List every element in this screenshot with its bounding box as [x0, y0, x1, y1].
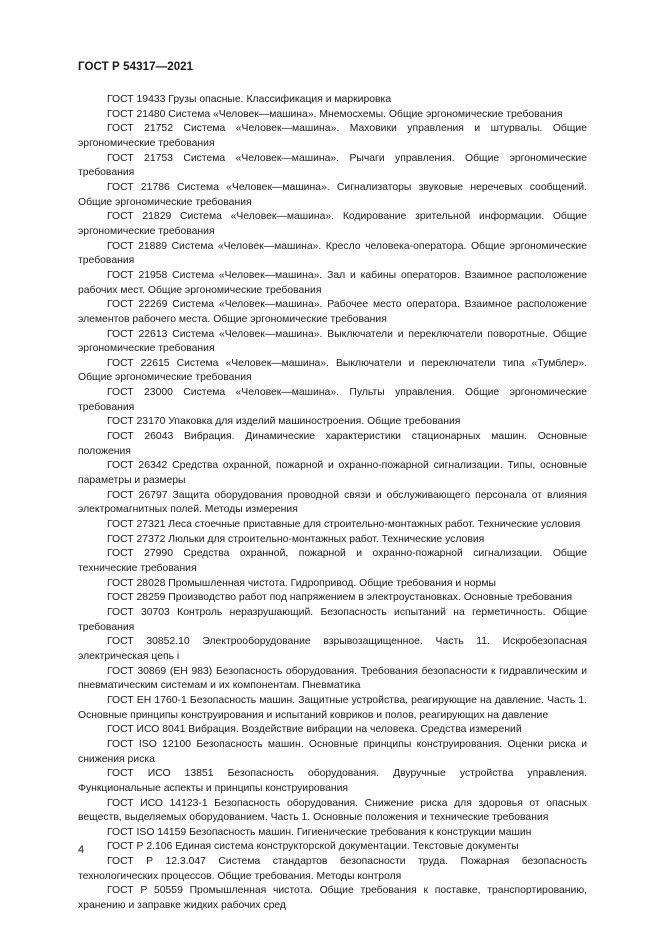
- reference-entry: ГОСТ 27321 Леса стоечные приставные для строительно-монтажных работ. Технические условия: [107, 519, 581, 531]
- reference-entry: ГОСТ ИСО 14123-1 Безопасность оборудования. Снижение риска для здоровья от опасных веществ, выделяемых оборудованием. Часть 1. Основные положения и технические требования: [78, 797, 587, 824]
- reference-entry: ГОСТ 30703 Контроль неразрушающий. Безопасность испытаний на герметичность. Общие требования: [78, 606, 587, 633]
- reference-entry: ГОСТ 21752 Система «Человек—машина». Маховики управления и штурвалы. Общие эргономические требования: [78, 123, 587, 149]
- reference-entry: ГОСТ 28259 Производство работ под напряжением в электроустановках. Основные требования: [107, 592, 573, 604]
- reference-entry: ГОСТ 21958 Система «Человек—машина». Зал и кабины операторов. Взаимное расположение рабочих мест. Общие эргономические требования: [78, 269, 587, 296]
- reference-entry: ГОСТ 26043 Вибрация. Динамические характеристики стационарных машин. Основные положения: [78, 431, 587, 457]
- reference-entry: ГОСТ Р 12.3.047 Система стандартов безопасности труда. Пожарная безопасность технологических процессов. Общие требования. Методы контроля: [78, 856, 587, 882]
- reference-entry: ГОСТ 30852.10 Электрооборудование взрывозащищенное. Часть 11. Искробезопасная электрическая цепь i: [78, 636, 587, 662]
- reference-entry: ГОСТ 21786 Система «Человек—машина». Сигнализаторы звуковые неречевых сообщений. Общие эргономические требования: [78, 181, 587, 208]
- reference-entry: ГОСТ ИСО 8041 Вибрация. Воздействие вибрации на человека. Средства измерений: [107, 724, 522, 736]
- normative-references-list: [78, 93, 587, 914]
- reference-entry: ГОСТ 22269 Система «Человек—машина». Рабочее место оператора. Взаимное расположение элементов рабочего места. Общие эргономические требования: [78, 299, 587, 325]
- reference-entry: ГОСТ ИСО 13851 Безопасность оборудования. Двуручные устройства управления. Функциональные аспекты и принципы конструирования: [78, 768, 587, 794]
- reference-entry: ГОСТ 27990 Средства охранной, пожарной и охранно-пожарной сигнализации. Общие технические требования: [78, 548, 587, 574]
- reference-entry: ГОСТ 22615 Система «Человек—машина». Выключатели и переключатели типа «Тумблер». Общие эргономические требования: [78, 357, 587, 384]
- reference-entry: ГОСТ ЕН 1760-1 Безопасность машин. Защитные устройства, реагирующие на давление. Часть 1. Основные принципы конструирования и испытаний ковриков и полов, реагирующих на давление: [78, 694, 587, 721]
- reference-entry: ГОСТ 22613 Система «Человек—машина». Выключатели и переключатели поворотные. Общие эргономические требования: [78, 328, 587, 355]
- reference-entry: ГОСТ Р 50559 Промышленная чистота. Общие требования к поставке, транспортированию, хранению и заправке жидких рабочих сред: [78, 885, 587, 912]
- reference-entry: ГОСТ 23170 Упаковка для изделий машиностроения. Общие требования: [107, 416, 461, 428]
- document-header: ГОСТ Р 54317—2021: [78, 61, 194, 73]
- reference-entry: ГОСТ 21829 Система «Человек—машина». Кодирование зрительной информации. Общие эргономические требования: [78, 211, 587, 237]
- reference-entry: ГОСТ ISO 12100 Безопасность машин. Основные принципы конструирования. Оценки риска и снижения риска: [78, 738, 587, 765]
- reference-entry: ГОСТ 26342 Средства охранной, пожарной и охранно-пожарной сигнализации. Типы, основные параметры и размеры: [78, 460, 587, 487]
- reference-entry: ГОСТ 21753 Система «Человек—машина». Рычаги управления. Общие эргономические требования: [78, 152, 587, 179]
- reference-entry: ГОСТ 19433 Грузы опасные. Классификация и маркировка: [107, 94, 392, 105]
- reference-entry: ГОСТ 28028 Промышленная чистота. Гидропривод. Общие требования и нормы: [107, 577, 496, 589]
- reference-entry: ГОСТ Р 2.106 Единая система конструкторской документации. Текстовые документы: [107, 841, 519, 853]
- page-number: 4: [78, 844, 85, 856]
- reference-entry: ГОСТ 21480 Система «Человек—машина». Мнемосхемы. Общие эргономические требования: [107, 108, 563, 120]
- reference-entry: ГОСТ 23000 Система «Человек—машина». Пульты управления. Общие эргономические требования: [78, 387, 587, 413]
- reference-entry: ГОСТ 27372 Люльки для строительно-монтажных работ. Технические условия: [107, 533, 485, 545]
- reference-entry: ГОСТ ISO 14159 Безопасность машин. Гигиенические требования к конструкции машин: [107, 826, 532, 838]
- reference-entry: ГОСТ 26797 Защита оборудования проводной связи и обслуживающего персонала от влияния электромагнитных полей. Методы измерения: [78, 489, 587, 516]
- reference-entry: ГОСТ 30869 (ЕН 983) Безопасность оборудования. Требования безопасности к гидравлическим и пневматическим системам и их компонентам. Пневматика: [78, 665, 587, 692]
- reference-entry: ГОСТ 21889 Система «Человек—машина». Кресло человека-оператора. Общие эргономические требования: [78, 240, 587, 267]
